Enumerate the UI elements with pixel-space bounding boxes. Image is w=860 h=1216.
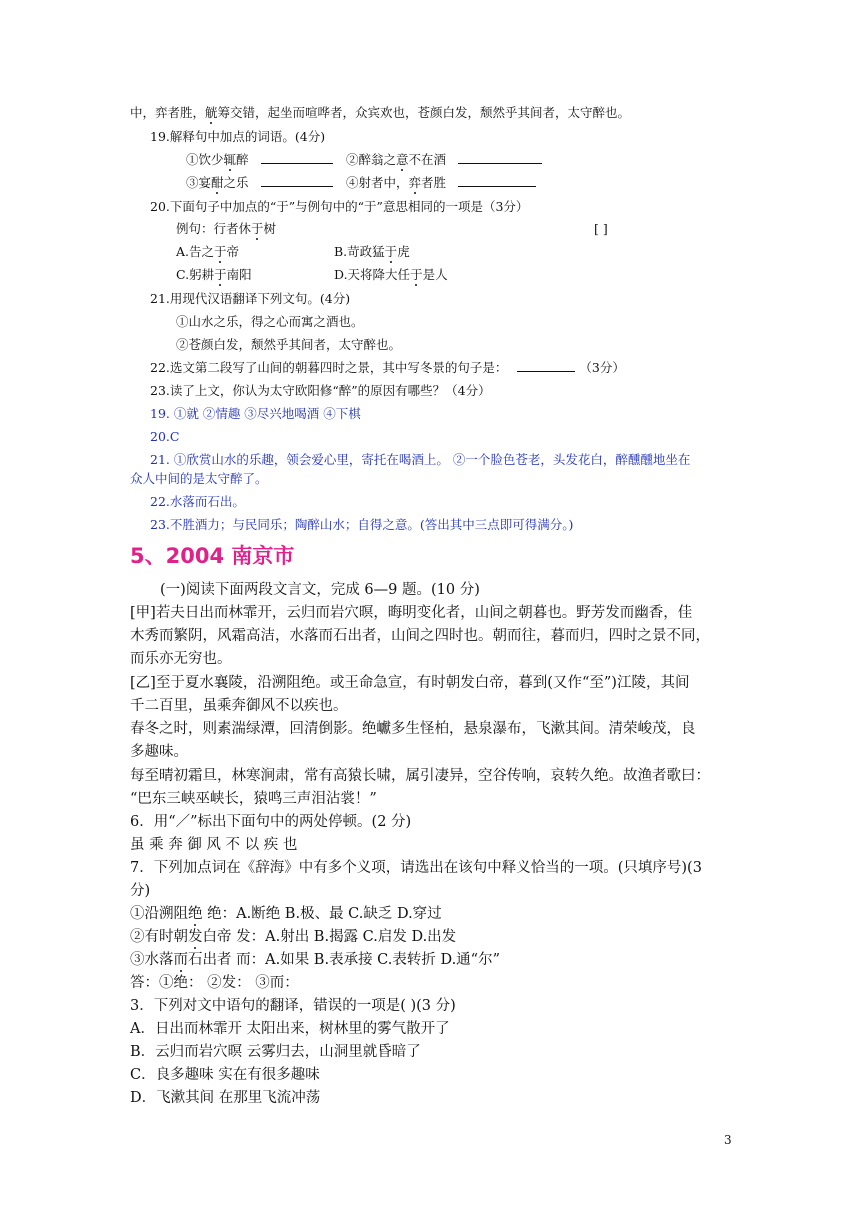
text-segment: ①饮少 xyxy=(186,152,224,167)
option-c xyxy=(176,266,252,284)
text-segment: 石出者 而：A.如果 B.表承接 C.表转折 D.通“尔” xyxy=(188,952,501,968)
dotted-char: 弈 xyxy=(408,175,422,190)
text-segment: B.苛政猛 xyxy=(334,244,385,259)
passage-yi-line: [乙]至于夏水襄陵，沿溯阻绝。或王命急宣，有时朝发白帝，暮到(又作“至”)江陵，其间 xyxy=(130,675,690,691)
question-3-option-d: D．飞漱其间 在那里飞流冲荡 xyxy=(130,1090,321,1106)
text-segment: （3分） xyxy=(579,360,625,375)
question-3-option-b: B．云归而岩穴暝 云雾归去，山洞里就昏暗了 xyxy=(130,1044,421,1060)
answer-22: 22.水落而石出。 xyxy=(150,494,245,509)
dotted-char: 于 xyxy=(214,244,227,259)
text-segment: 例句：行者休 xyxy=(176,221,252,236)
answer-blank[interactable] xyxy=(517,359,575,372)
passage-yi-line: “巴东三峡巫峡长，猿鸣三声泪沾裳！” xyxy=(130,791,377,807)
dotted-char: 于 xyxy=(251,221,264,236)
question-19-item-1 xyxy=(186,151,333,169)
question-7: 7．下列加点词在《辞海》中有多个义项，请选出在该句中释义恰当的一项。(只填序号)(3 xyxy=(130,860,702,876)
question-6-sentence: 虽 乘 奔 御 风 不 以 疾 也 xyxy=(130,837,298,853)
text-segment: ④射者中， xyxy=(346,175,409,190)
option-b xyxy=(334,243,410,261)
passage-yi-line: 每至晴初霜旦，林寒涧肃，常有高猿长啸，属引凄异，空谷传响，哀转久绝。故渔者歌曰： xyxy=(130,768,710,784)
text-segment: 22.选文第二段写了山间的朝暮四时之景，其中写冬景的句子是： xyxy=(150,360,508,375)
passage-yi-line: 春冬之时，则素湍绿潭，回清倒影。绝巘多生怪柏，悬泉瀑布，飞漱其间。清荣峻茂，良 xyxy=(130,721,696,737)
passage-yi-line: 千二百里，虽乘奔御风不以疾也。 xyxy=(130,698,348,714)
passage-yi-line: 多趣味。 xyxy=(130,744,188,760)
text-segment: 树 xyxy=(263,221,277,236)
answer-bracket[interactable]: [ ] xyxy=(594,221,608,236)
question-3-option-a: A．日出而林霏开 太阳出来，树林里的雾气散开了 xyxy=(130,1021,450,1037)
answer-19: 19. ①就 ②情趣 ③尽兴地喝酒 ④下棋 xyxy=(150,406,361,421)
question-7-item-3 xyxy=(130,949,500,971)
question-19: 19.解释句中加点的词语。(4分) xyxy=(150,129,326,144)
question-3-option-c: C．良多趣味 实在有很多趣味 xyxy=(130,1067,320,1083)
question-7-item-2 xyxy=(130,926,456,948)
text-segment: ③水落 xyxy=(130,952,174,968)
dotted-char: 辄 xyxy=(223,152,237,167)
question-7-answer: 答：①绝： ②发： ③而： xyxy=(130,975,299,991)
passage-jia-line: 而乐亦无穷也。 xyxy=(130,651,232,667)
question-20-example xyxy=(176,220,276,238)
answer-23: 23.不胜酒力；与民同乐；陶醉山水；自得之意。(答出其中三点即可得满分。) xyxy=(150,517,574,532)
answer-21: 21. ①欣赏山水的乐趣，领会爱心里，寄托在喝酒上。 ②一个脸色苍老，头发花白，醉醺醺地坐在 xyxy=(150,452,691,467)
text-segment: 筹交错，起坐而喧哗者，众宾欢也，苍颜白发，颓然乎其间者，太守醉也。 xyxy=(217,105,631,120)
section-intro: (一)阅读下面两段文言文，完成 6—9 题。(10 分) xyxy=(160,582,480,598)
text-segment: A.告之 xyxy=(176,244,215,259)
text-segment: 是人 xyxy=(422,267,448,282)
dotted-char: 酣 xyxy=(211,175,224,190)
dotted-char: 觥 xyxy=(205,105,218,120)
question-20: 20.下面句子中加点的“于”与例句中的“于”意思相同的一项是（3分） xyxy=(150,199,529,214)
question-21: 21.用现代汉语翻译下列文句。(4分) xyxy=(150,291,351,306)
dotted-char: 而 xyxy=(173,952,188,968)
passage-jia-line: 木秀而繁阴，风霜高洁，水落而石出者，山间之四时也。朝而往，暮而归，四时之景不同， xyxy=(130,628,710,644)
answer-blank[interactable] xyxy=(261,151,333,164)
question-3: 3．下列对文中语句的翻译，错误的一项是( )(3 分) xyxy=(130,998,456,1014)
text-segment: 不在酒 xyxy=(408,152,447,167)
answer-blank[interactable] xyxy=(458,151,542,164)
question-6: 6．用“／”标出下面句中的两处停顿。(2 分) xyxy=(130,814,412,830)
text-segment: 醉 xyxy=(236,152,249,167)
answer-blank[interactable] xyxy=(458,174,536,187)
answer-20: 20.C xyxy=(150,429,180,444)
text-segment: ②有时朝 xyxy=(130,929,188,945)
passage-jia-line: [甲]若夫日出而林霏开，云归而岩穴暝，晦明变化者，山间之朝暮也。野芳发而幽香，佳 xyxy=(130,605,693,621)
text-segment: 绝：A.断绝 B.极、最 C.缺乏 D.穿过 xyxy=(202,906,442,922)
text-segment: D.天将降大任 xyxy=(334,267,411,282)
page-number: 3 xyxy=(724,1133,732,1147)
question-7-item-1 xyxy=(130,903,442,925)
question-19-item-4 xyxy=(346,174,536,192)
passage-line xyxy=(130,104,630,122)
question-21-item-2: ②苍颜白发，颓然乎其间者，太守醉也。 xyxy=(176,337,402,352)
section-heading: 5、2004 南京市 xyxy=(130,544,295,568)
question-22 xyxy=(150,359,625,377)
text-segment: 者胜 xyxy=(421,175,447,190)
text-segment: ③宴 xyxy=(186,175,212,190)
text-segment: 虎 xyxy=(397,244,410,259)
option-a xyxy=(176,243,239,261)
dotted-char: 于 xyxy=(410,267,423,282)
option-d xyxy=(334,266,448,284)
text-segment: 中，弈者胜， xyxy=(130,105,206,120)
text-segment: 白帝 发：A.射出 B.揭露 C.启发 D.出发 xyxy=(202,929,457,945)
question-19-item-3 xyxy=(186,174,333,192)
question-21-item-1: ①山水之乐，得之心而寓之酒也。 xyxy=(176,314,364,329)
text-segment: ①沿溯阻 xyxy=(130,906,188,922)
dotted-char: 于 xyxy=(214,267,227,282)
text-segment: 帝 xyxy=(226,244,240,259)
question-23: 23.读了上文，你认为太守欧阳修“醉”的原因有哪些？（4分） xyxy=(150,383,491,398)
answer-21-cont: 众人中间的是太守醉了。 xyxy=(130,471,268,486)
dotted-char: 意 xyxy=(396,152,409,167)
dotted-char: 发 xyxy=(188,929,203,945)
text-segment: C.躬耕 xyxy=(176,267,215,282)
dotted-char: 绝 xyxy=(188,906,203,922)
dotted-char: 于 xyxy=(384,244,398,259)
text-segment: ②醉翁之 xyxy=(346,152,397,167)
text-segment: 南阳 xyxy=(226,267,252,282)
question-7-cont: 分) xyxy=(130,883,151,899)
text-segment: 之乐 xyxy=(223,175,249,190)
answer-blank[interactable] xyxy=(261,174,333,187)
question-19-item-2 xyxy=(346,151,542,169)
